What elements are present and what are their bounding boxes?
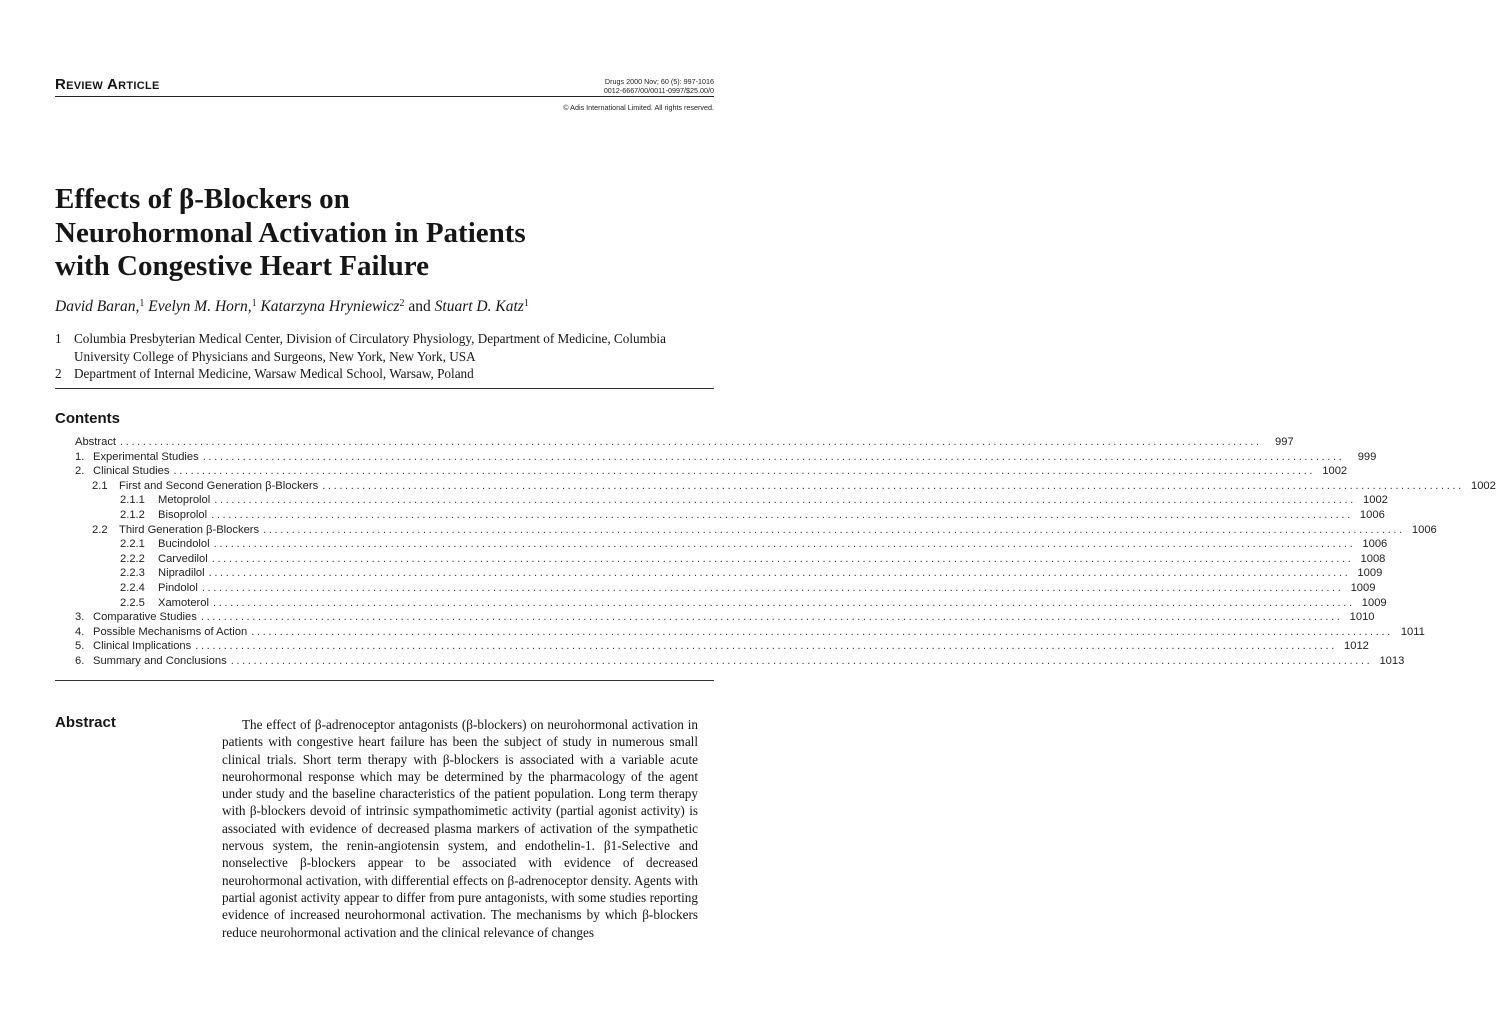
toc-entry[interactable] <box>75 450 1377 466</box>
abstract-text: The effect of β-adrenoceptor antagonists (β-blockers) on neurohormonal activation in patients with congestive heart failure has been the subject of study in numerous small clinical trials. Short term therapy with β-blockers is associated with a variable acute neurohormonal response which may be determined by the pharmacology of the agent under study and the baseline characteristics of the patient population. Long term therapy with β-blockers devoid of intrinsic sympathomimetic activity (partial agonist activity) is associated with evidence of decreased plasma markers of activation of the sympathetic nervous system, the renin-angiotensin system, and endothelin-1. β1-Selective and nonselective β-blockers appear to be associated with evidence of decreased neurohormonal activation, with differential effects on β-adrenoceptor density. Agents with partial agonist activity appear to differ from pure antagonists, with some studies reporting evidence of increased neurohormonal activation. The mechanisms by which β-blockers reduce neurohormonal activation and the clinical relevance of changes <box>222 717 698 940</box>
author-conjunction: and <box>408 298 431 315</box>
toc-leader-dots: ........................................................................................................................................................................................................ <box>214 494 1356 507</box>
toc-entry-label <box>75 626 247 638</box>
toc-entry-label <box>75 480 318 492</box>
toc-entry-number: 2. <box>75 465 85 478</box>
journal-issn-line: 0012-6667/00/0011-0997/$25.00/0 <box>603 86 714 95</box>
toc-page-number: 1010 <box>1349 611 1375 624</box>
journal-citation-line: Drugs 2000 Nov; 60 (5): 997-1016 <box>604 77 714 86</box>
toc-entry[interactable] <box>75 523 1437 539</box>
toc-entry-number: 2.2.2 <box>120 552 145 565</box>
toc-page-number: 1006 <box>1411 523 1437 536</box>
toc-entry-number: 2.2.5 <box>120 596 145 609</box>
toc-entry-title: Abstract <box>75 436 117 448</box>
author-name: Katarzyna Hryniewicz <box>260 298 400 315</box>
toc-entry[interactable] <box>75 552 1386 568</box>
title-line: with Congestive Heart Failure <box>55 250 429 282</box>
toc-entry-number: 4. <box>75 625 85 638</box>
toc-entry-number: 5. <box>75 640 85 653</box>
toc-page-number: 997 <box>1275 436 1294 448</box>
toc-entry-title: Comparative Studies <box>93 611 197 624</box>
toc-page-number: 1006 <box>1362 538 1388 551</box>
toc-page-number: 1009 <box>1361 596 1387 609</box>
toc-page-number: 1013 <box>1379 654 1405 667</box>
toc-page-number: 1011 <box>1400 625 1425 638</box>
toc-entry-number: 2.2.4 <box>120 581 145 594</box>
affiliation-marker: 1 <box>139 298 145 309</box>
toc-entry[interactable] <box>75 596 1387 612</box>
affiliation-marker: 2 <box>399 298 405 309</box>
toc-entry[interactable] <box>75 640 1369 655</box>
toc-entry-title: Pindolol <box>158 581 198 594</box>
toc-entry-number: 2.2.1 <box>120 538 145 551</box>
toc-leader-dots: ........................................................................................................................................................................................................ <box>208 567 1351 580</box>
toc-leader-dots: ........................................................................................................................................................................................................ <box>120 436 1262 448</box>
title-line: Neurohormonal Activation in Patients <box>55 216 526 249</box>
toc-entry-label <box>75 538 210 550</box>
toc-entry[interactable] <box>75 508 1385 524</box>
toc-entry-number: 2.2 <box>92 523 108 536</box>
toc-entry[interactable] <box>75 567 1383 582</box>
abstract-heading: Abstract <box>55 714 116 731</box>
journal-citation <box>604 77 714 95</box>
header-rule <box>55 96 714 97</box>
toc-leader-dots: ........................................................................................................................................................................................................ <box>173 465 1316 478</box>
toc-entry-number: 1. <box>75 450 85 463</box>
affiliation-number: 1 <box>55 331 62 346</box>
affiliation-text: Department of Internal Medicine, Warsaw Medical School, Warsaw, Poland <box>74 366 474 381</box>
toc-page-number: 1002 <box>1363 494 1388 507</box>
toc-leader-dots: ........................................................................................................................................................................................................ <box>263 523 1405 536</box>
toc-entry-title: First and Second Generation β-Blockers <box>119 479 319 492</box>
toc-entry-label <box>75 465 169 477</box>
section-divider <box>55 388 714 389</box>
toc-entry-label <box>75 509 207 521</box>
toc-entry-title: Bucindolol <box>158 538 210 551</box>
toc-entry-title: Third Generation β-Blockers <box>119 523 260 536</box>
toc-entry[interactable] <box>75 436 1294 451</box>
toc-entry-title: Bisoprolol <box>158 508 208 521</box>
toc-entry-label <box>75 451 199 463</box>
toc-page-number: 1012 <box>1344 640 1369 653</box>
toc-entry-label <box>75 582 198 594</box>
affiliation-list <box>55 330 715 383</box>
contents-heading: Contents <box>55 410 120 427</box>
author-name: Evelyn M. Horn, <box>148 298 252 315</box>
toc-page-number: 1009 <box>1350 581 1376 594</box>
toc-page-number: 1008 <box>1360 552 1386 565</box>
author-name: David Baran, <box>55 298 140 315</box>
toc-leader-dots: ........................................................................................................................................................................................................ <box>213 538 1356 551</box>
toc-entry-title: Experimental Studies <box>93 450 199 463</box>
affiliation-marker: 1 <box>523 298 529 309</box>
toc-leader-dots: ........................................................................................................................................................................................................ <box>230 654 1373 667</box>
toc-entry[interactable] <box>75 625 1425 641</box>
toc-entry-title: Carvedilol <box>158 552 208 565</box>
affiliation-item <box>55 330 715 365</box>
toc-page-number: 999 <box>1357 450 1377 463</box>
toc-entry-title: Summary and Conclusions <box>93 654 227 667</box>
toc-entry-label <box>75 553 208 565</box>
toc-leader-dots: ........................................................................................................................................................................................................ <box>195 640 1337 653</box>
toc-leader-dots: ........................................................................................................................................................................................................ <box>251 625 1393 638</box>
toc-leader-dots: ........................................................................................................................................................................................................ <box>213 596 1355 609</box>
toc-page-number: 1009 <box>1357 567 1383 580</box>
toc-leader-dots: ........................................................................................................................................................................................................ <box>211 508 1353 521</box>
toc-entry-label <box>75 640 191 652</box>
toc-entry-label <box>75 655 227 667</box>
section-divider <box>55 680 714 681</box>
toc-entry[interactable] <box>75 611 1375 626</box>
toc-entry[interactable] <box>75 581 1376 597</box>
toc-leader-dots: ........................................................................................................................................................................................................ <box>200 611 1343 624</box>
toc-entry-number: 3. <box>75 611 85 624</box>
toc-entry-label <box>75 436 116 448</box>
affiliation-marker: 1 <box>251 298 257 309</box>
toc-entry-label <box>75 524 259 536</box>
author-list <box>55 298 529 316</box>
toc-leader-dots: ........................................................................................................................................................................................................ <box>322 479 1464 492</box>
toc-entry-title: Metoprolol <box>158 494 211 507</box>
toc-leader-dots: ........................................................................................................................................................................................................ <box>211 552 1354 565</box>
toc-entry-number: 2.1 <box>92 479 108 492</box>
toc-entry[interactable] <box>75 654 1405 670</box>
table-of-contents <box>75 436 1496 670</box>
article-title <box>55 183 715 284</box>
toc-entry-number: 6. <box>75 654 85 667</box>
title-line: Effects of β-Blockers on <box>55 183 350 215</box>
toc-entry-title: Possible Mechanisms of Action <box>93 625 248 638</box>
toc-entry-label <box>75 494 210 506</box>
toc-entry[interactable] <box>75 538 1388 553</box>
toc-entry-label <box>75 597 209 609</box>
toc-entry[interactable] <box>75 479 1496 495</box>
toc-entry-title: Clinical Studies <box>93 465 170 478</box>
copyright-notice: © Adis International Limited. All rights reserved. <box>563 103 714 112</box>
affiliation-item <box>55 365 715 383</box>
toc-entry-number: 2.2.3 <box>120 567 145 580</box>
affiliation-text: Columbia Presbyterian Medical Center, Division of Circulatory Physiology, Department of Medicine, Columbia University College of Physicians and Surgeons, New York, New York, USA <box>74 331 666 364</box>
toc-entry-label <box>75 567 205 579</box>
author-name: Stuart D. Katz <box>434 298 524 315</box>
toc-leader-dots: ........................................................................................................................................................................................................ <box>201 581 1344 594</box>
toc-entry-number: 2.1.1 <box>120 494 145 507</box>
toc-entry[interactable] <box>75 465 1348 480</box>
toc-entry-title: Clinical Implications <box>93 640 192 653</box>
toc-entry-label <box>75 611 197 623</box>
toc-entry-number: 2.1.2 <box>120 508 145 521</box>
toc-entry-title: Nipradilol <box>158 567 205 580</box>
toc-page-number: 1002 <box>1470 479 1496 492</box>
affiliation-number: 2 <box>55 366 62 381</box>
toc-leader-dots: ........................................................................................................................................................................................................ <box>202 450 1345 463</box>
toc-page-number: 1002 <box>1322 465 1348 478</box>
toc-entry-title: Xamoterol <box>158 596 209 609</box>
section-label: Review Article <box>55 76 160 93</box>
toc-entry[interactable] <box>75 494 1388 509</box>
toc-page-number: 1006 <box>1359 508 1385 521</box>
